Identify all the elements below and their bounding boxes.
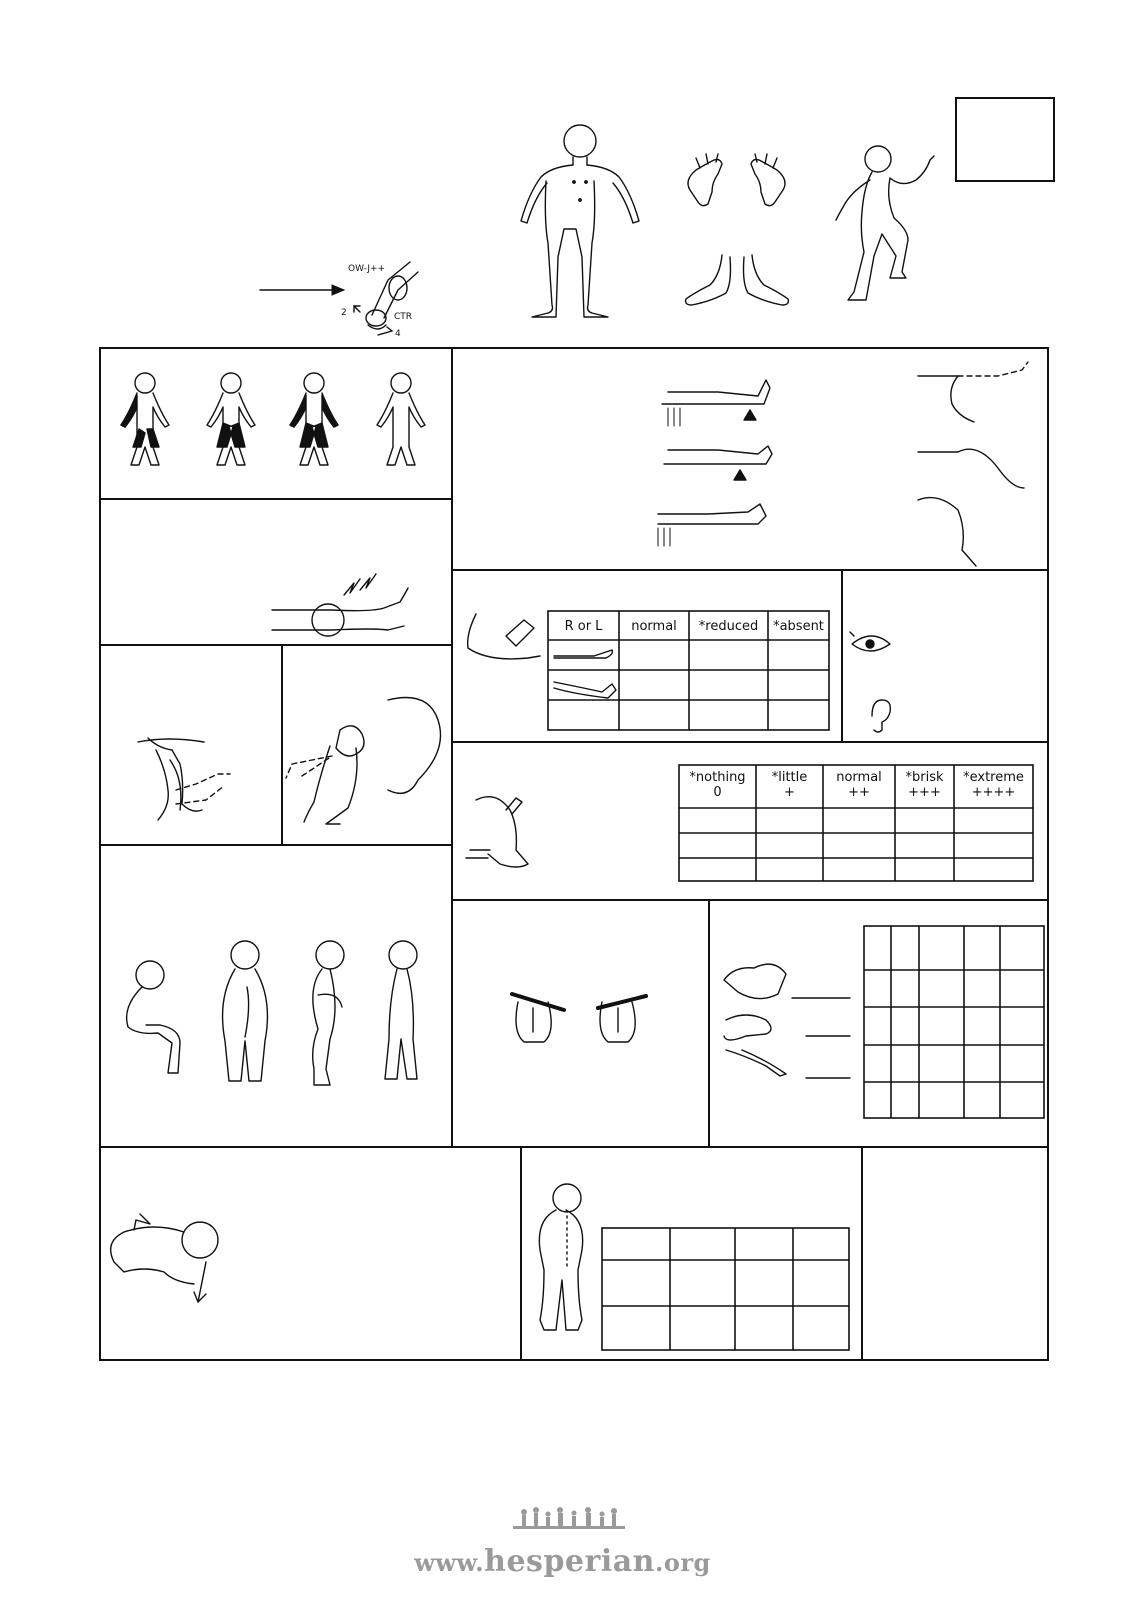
reflex-header-normal: [823, 770, 895, 800]
reflex-header-brisk: [895, 770, 954, 800]
leg-raise-figures: [658, 362, 1028, 566]
reflex-header-nothing-score: 0: [713, 785, 722, 800]
eye-icon: [850, 632, 890, 651]
joint-code-2: 2: [341, 308, 347, 318]
spine-child-figure: [539, 1184, 582, 1330]
footer-url-prefix: www.: [414, 1548, 485, 1577]
reflex-header-nothing: [679, 770, 756, 800]
sensation-header-reduced: *reduced: [698, 619, 759, 634]
reflex-header-extreme-word: *extreme: [963, 770, 1024, 785]
reflex-header-little-word: *little: [771, 770, 808, 785]
spine-grid: [602, 1228, 849, 1350]
sensation-header-absent: *absent: [773, 619, 824, 634]
reflex-header-nothing-word: *nothing: [689, 770, 746, 785]
reflex-header-brisk-word: *brisk: [905, 770, 944, 785]
paralysis-map-figures: [121, 373, 425, 465]
reflex-leg-figure: [466, 797, 528, 867]
sensation-header-normal: normal: [631, 619, 677, 634]
sensation-foot-figure: [468, 614, 540, 659]
reflex-header-brisk-score: +++: [908, 785, 941, 800]
joint-code-4: 4: [395, 329, 401, 339]
footer-url-site: hesperian: [484, 1544, 655, 1579]
footer-url-suffix: .org: [654, 1548, 711, 1577]
reflex-header-little: [756, 770, 823, 800]
joint-code-ctr: CTR: [394, 312, 413, 322]
contracture-figures: [724, 964, 850, 1078]
reflex-header-normal-word: normal: [836, 770, 882, 785]
footer-url[interactable]: [0, 1544, 1125, 1579]
people-silhouette-icon: [513, 1507, 625, 1529]
reflex-header-extreme: [954, 770, 1033, 800]
foot-stretch-figure: [138, 738, 230, 820]
reflex-header-little-score: +: [784, 785, 795, 800]
hip-tape-figures: [512, 994, 646, 1042]
ear-icon: [872, 700, 890, 732]
baby-prone-figure: [111, 1214, 218, 1302]
sensation-header-side: R or L: [564, 619, 603, 634]
reflex-header-normal-score: ++: [848, 785, 870, 800]
reflex-header-extreme-score: ++++: [971, 785, 1016, 800]
joint-code-label: OW-J++: [348, 264, 386, 274]
posture-figures: [127, 941, 417, 1085]
knee-bend-figure: [286, 698, 441, 825]
contracture-grid: [864, 926, 1044, 1118]
pain-leg-figure: [272, 574, 408, 636]
